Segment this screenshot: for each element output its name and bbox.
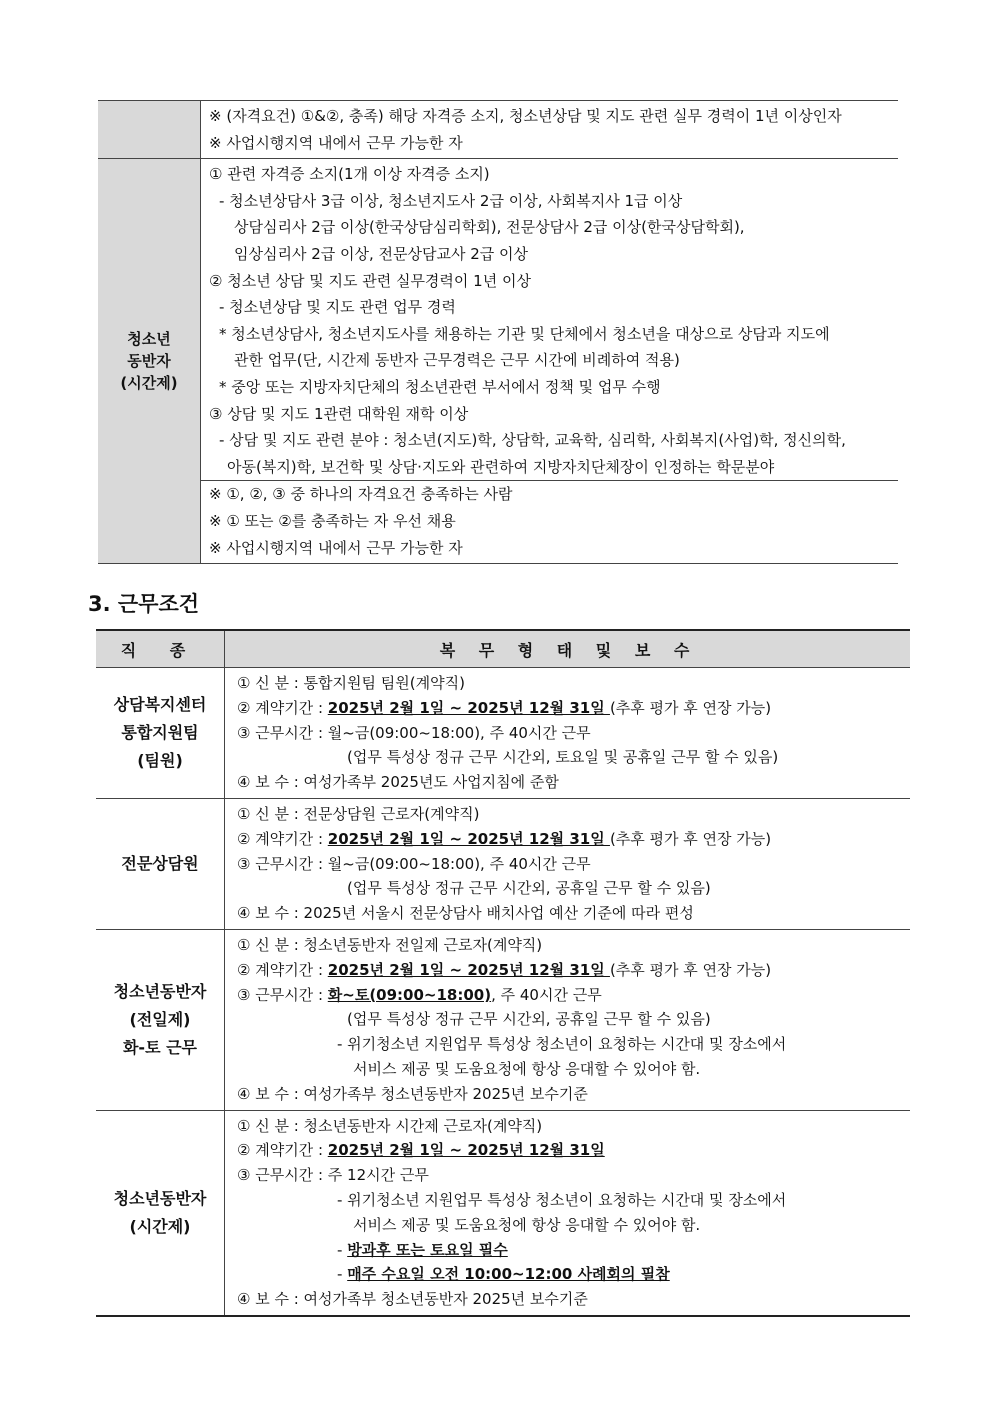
detail-line: ① 관련 자격증 소지(1개 이상 자격증 소지) xyxy=(209,165,490,184)
job-type-cell xyxy=(96,799,225,929)
conditions-cell xyxy=(225,1111,910,1315)
status-line: ① 신 분 : 청소년동반자 시간제 근로자(계약직) xyxy=(237,1116,543,1135)
note-line: ※ 사업시행지역 내에서 근무 가능한 자 xyxy=(209,538,463,557)
hours-line: ③ 근무시간 : 월~금(09:00~18:00), 주 40시간 근무 xyxy=(237,854,591,873)
table-row xyxy=(96,1111,910,1315)
contract-label: ② 계약기간 : xyxy=(237,1141,328,1160)
job-label-line: (팀원) xyxy=(137,750,183,770)
hours-note: (업무 특성상 정규 근무 시간외, 공휴일 근무 할 수 있음) xyxy=(347,1010,711,1029)
dash: - xyxy=(337,1240,348,1259)
hours-label: ③ 근무시간 : xyxy=(237,985,328,1004)
contract-period: 2025년 2월 1일 ~ 2025년 12월 31일 xyxy=(327,829,610,848)
meeting-note: 매주 수요일 오전 10:00~12:00 사례회의 필참 xyxy=(347,1265,670,1284)
contract-period: 2025년 2월 1일 ~ 2025년 12월 31일 xyxy=(327,1141,605,1160)
job-type-cell xyxy=(96,668,225,798)
hours-line xyxy=(237,983,910,1008)
table-row xyxy=(96,668,910,799)
qualification-details xyxy=(201,159,898,563)
hours-line: ③ 근무시간 : 주 12시간 근무 xyxy=(237,1166,429,1185)
conditions-cell xyxy=(225,930,910,1110)
dash: - xyxy=(337,1265,348,1284)
table-row xyxy=(96,799,910,930)
contract-line xyxy=(237,1138,910,1163)
job-type-cell xyxy=(96,1111,225,1315)
required-note: 방과후 또는 토요일 필수 xyxy=(347,1240,508,1259)
detail-line: 아동(복지)학, 보건학 및 상담·지도와 관련하여 지방자치단체장이 인정하는 학문분야 xyxy=(227,457,775,476)
table-row xyxy=(96,930,910,1111)
contract-period: 2025년 2월 1일 ~ 2025년 12월 31일 xyxy=(327,698,610,717)
detail-line: - 청소년상담 및 지도 관련 업무 경력 xyxy=(219,298,456,317)
contract-label: ② 계약기간 : xyxy=(237,960,328,979)
contract-label: ② 계약기간 : xyxy=(237,829,328,848)
hours-suffix: , 주 40시간 근무 xyxy=(491,985,602,1004)
contract-line xyxy=(237,827,910,852)
contract-line xyxy=(237,958,910,983)
job-label-line: 상담복지센터 xyxy=(113,694,207,714)
pay-line: ④ 보 수 : 2025년 서울시 전문상담사 배치사업 예산 기준에 따라 편성 xyxy=(237,904,694,923)
row-label-empty xyxy=(98,101,201,158)
note-line: ※ ① 또는 ②를 충족하는 자 우선 채용 xyxy=(209,511,456,530)
note-line: ※ (자격요건) ①&②, 충족) 해당 자격증 소지, 청소년상담 및 지도 관련 실무 경력이 1년 이상인자 xyxy=(209,107,842,125)
label-line: 동반자 xyxy=(127,352,171,371)
contract-note: (추후 평가 후 연장 가능) xyxy=(609,960,772,979)
hours-note: (업무 특성상 정규 근무 시간외, 공휴일 근무 할 수 있음) xyxy=(347,879,711,898)
detail-line: * 청소년상담사, 청소년지도사를 채용하는 기관 및 단체에서 청소년을 대상으로 상담과 지도에 xyxy=(219,324,830,343)
section-title: 3. 근무조건 xyxy=(88,592,200,616)
note-line: ※ ①, ②, ③ 중 하나의 자격요건 충족하는 사람 xyxy=(209,485,513,504)
pay-line: ④ 보 수 : 여성가족부 청소년동반자 2025년 보수기준 xyxy=(237,1084,588,1103)
header-conditions: 복 무 형 태 및 보 수 xyxy=(439,640,696,660)
notes-divider xyxy=(201,480,898,561)
hours-value: 화~토(09:00~18:00) xyxy=(327,985,492,1004)
label-line: 청소년 xyxy=(127,330,171,349)
note-line: ※ 사업시행지역 내에서 근무 가능한 자 xyxy=(209,133,463,152)
row-label-youth-companion-parttime xyxy=(98,159,201,563)
detail-line: 상담심리사 2급 이상(한국상담심리학회), 전문상담사 2급 이상(한국상담학회), xyxy=(234,218,745,237)
job-label-line: 청소년동반자 xyxy=(113,981,207,1001)
conditions-cell xyxy=(225,799,910,929)
detail-line: ② 청소년 상담 및 지도 관련 실무경력이 1년 이상 xyxy=(209,271,531,290)
qualification-notes-top xyxy=(201,101,898,158)
detail-line: - 청소년상담사 3급 이상, 청소년지도사 2급 이상, 사회복지사 1급 이상 xyxy=(219,191,683,210)
status-line: ① 신 분 : 청소년동반자 전일제 근로자(계약직) xyxy=(237,935,543,954)
job-type-cell xyxy=(96,930,225,1110)
header-job-type: 직 종 xyxy=(96,631,225,667)
work-conditions-table xyxy=(96,629,910,1317)
table-header xyxy=(96,631,910,668)
pay-line: ④ 보 수 : 여성가족부 청소년동반자 2025년 보수기준 xyxy=(237,1290,588,1309)
hours-note: - 위기청소년 지원업무 특성상 청소년이 요청하는 시간대 및 장소에서 xyxy=(337,1035,787,1054)
hours-note: (업무 특성상 정규 근무 시간외, 토요일 및 공휴일 근무 할 수 있음) xyxy=(347,748,779,767)
hours-note: 서비스 제공 및 도움요청에 항상 응대할 수 있어야 함. xyxy=(353,1059,701,1078)
job-label-line: 화-토 근무 xyxy=(122,1037,198,1057)
status-line: ① 신 분 : 전문상담원 근로자(계약직) xyxy=(237,804,480,823)
hours-line: ③ 근무시간 : 월~금(09:00~18:00), 주 40시간 근무 xyxy=(237,723,591,742)
job-label-line: (전일제) xyxy=(129,1009,191,1029)
job-label-line: 청소년동반자 xyxy=(113,1188,207,1208)
contract-note: (추후 평가 후 연장 가능) xyxy=(609,829,772,848)
detail-line: - 상담 및 지도 관련 분야 : 청소년(지도)학, 상담학, 교육학, 심리학, 사회복지(사업)학, 정신의학, xyxy=(219,431,846,450)
pay-line: ④ 보 수 : 여성가족부 2025년도 사업지침에 준함 xyxy=(237,773,559,792)
detail-line: 관한 업무(단, 시간제 동반자 근무경력은 근무 시간에 비례하여 적용) xyxy=(234,351,680,370)
status-line: ① 신 분 : 통합지원팀 팀원(계약직) xyxy=(237,674,465,692)
job-label-line: (시간제) xyxy=(129,1216,191,1236)
qualification-table xyxy=(98,100,898,564)
detail-line: * 중앙 또는 지방자치단체의 청소년관련 부서에서 정책 및 업무 수행 xyxy=(219,377,661,396)
hours-note: 서비스 제공 및 도움요청에 항상 응대할 수 있어야 함. xyxy=(353,1215,701,1234)
job-label-line: 전문상담원 xyxy=(121,853,199,873)
detail-line: ③ 상담 및 지도 1관련 대학원 재학 이상 xyxy=(209,404,469,423)
contract-period: 2025년 2월 1일 ~ 2025년 12월 31일 xyxy=(327,960,610,979)
label-line: (시간제) xyxy=(120,374,178,393)
contract-label: ② 계약기간 : xyxy=(237,698,328,717)
hours-note: - 위기청소년 지원업무 특성상 청소년이 요청하는 시간대 및 장소에서 xyxy=(337,1190,787,1209)
contract-note: (추후 평가 후 연장 가능) xyxy=(609,698,772,717)
qualification-row-top xyxy=(98,100,898,159)
contract-line xyxy=(237,696,910,721)
conditions-cell xyxy=(225,668,910,798)
detail-line: 임상심리사 2급 이상, 전문상담교사 2급 이상 xyxy=(234,244,529,263)
job-label-line: 통합지원팀 xyxy=(121,722,199,742)
hours-note xyxy=(237,1262,910,1287)
qualification-row-main xyxy=(98,159,898,564)
hours-note xyxy=(237,1238,910,1263)
